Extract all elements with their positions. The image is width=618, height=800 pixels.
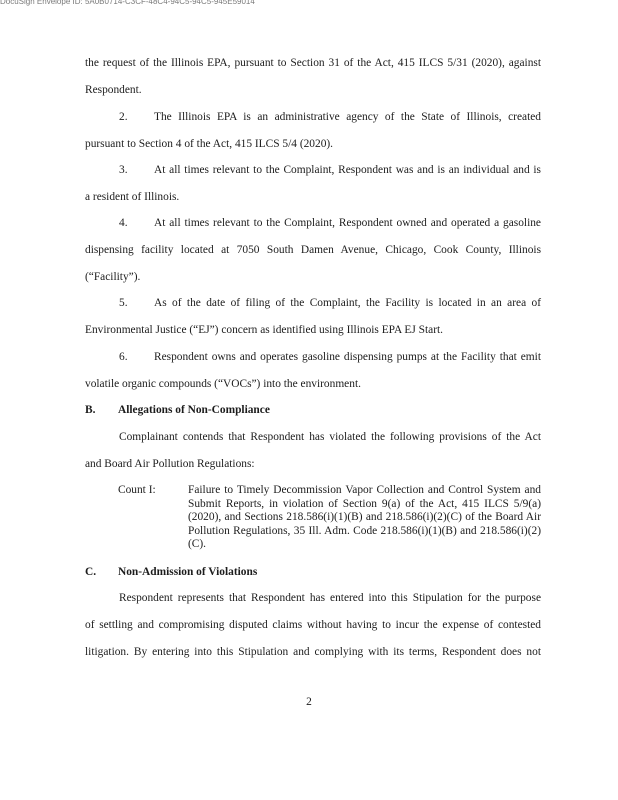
paragraph-number: 5. xyxy=(119,297,128,309)
paragraph-5-line-2: Environmental Justice (“EJ”) concern as identified using Illinois EPA EJ Start. xyxy=(85,324,443,336)
count-description: Failure to Timely Decommission Vapor Collection and Control System and Submit Reports, in violation of Section 9(a) of the Act, 415 ILCS 5/9(a) (2020), and Sections 218.586(i)(1)(B) and 218.586(i)(2)(C) of the Board Air Pollution Regulations, 35 Ill. Adm. Code 218.586(i)(1)(B) and 218.586(i)(2)(C). xyxy=(188,484,541,550)
paragraph-number: 6. xyxy=(119,351,128,363)
paragraph-2-line-2: pursuant to Section 4 of the Act, 415 ILCS 5/4 (2020). xyxy=(85,138,334,150)
paragraph-5-line-1 xyxy=(119,297,541,310)
section-letter: B. xyxy=(85,404,96,416)
section-c-line-3: litigation. By entering into this Stipulation and complying with its terms, Respondent does not xyxy=(85,646,541,658)
paragraph-number: 4. xyxy=(119,217,128,229)
paragraph-2-line-1 xyxy=(119,111,541,124)
section-letter: C. xyxy=(85,566,97,578)
paragraph-text: At all times relevant to the Complaint, Respondent owned and operated a gasoline xyxy=(154,217,541,229)
paragraph-4-line-2: dispensing facility located at 7050 South Damen Avenue, Chicago, Cook County, Illinois xyxy=(85,244,541,256)
paragraph-6-line-1 xyxy=(119,351,541,364)
envelope-id: DocuSign Envelope ID: 5A0B0714-C3CF-48C4-94C5-94C5-945E59014 xyxy=(0,0,255,6)
section-b-heading xyxy=(85,404,541,417)
paragraph-3-line-1 xyxy=(119,164,541,177)
count-label: Count I: xyxy=(118,484,156,496)
paragraph-text: As of the date of filing of the Complaint, the Facility is located in an area of xyxy=(154,297,541,309)
paragraph-number: 2. xyxy=(119,111,128,123)
section-c-heading xyxy=(85,566,541,579)
paragraph-text: At all times relevant to the Complaint, Respondent was and is an individual and is xyxy=(154,164,541,176)
section-c-line-1: Respondent represents that Respondent has entered into this Stipulation for the purpose xyxy=(119,592,541,604)
paragraph-4-line-1 xyxy=(119,217,541,230)
section-title: Non-Admission of Violations xyxy=(118,566,258,578)
section-c-line-2: of settling and compromising disputed claims without having to incur the expense of contested xyxy=(85,619,541,631)
paragraph-3-line-2: a resident of Illinois. xyxy=(85,191,180,203)
paragraph-text: Respondent owns and operates gasoline dispensing pumps at the Facility that emit xyxy=(154,351,541,363)
page-number: 2 xyxy=(306,696,312,708)
paragraph-text: The Illinois EPA is an administrative agency of the State of Illinois, created xyxy=(154,111,541,123)
paragraph-number: 3. xyxy=(119,164,128,176)
intro-line-1: the request of the Illinois EPA, pursuant to Section 31 of the Act, 415 ILCS 5/31 (2020), against xyxy=(85,57,541,69)
intro-line-2: Respondent. xyxy=(85,84,142,96)
section-b-line-1: Complainant contends that Respondent has violated the following provisions of the Act xyxy=(119,431,541,443)
paragraph-4-line-3: (“Facility”). xyxy=(85,271,141,283)
section-b-line-2: and Board Air Pollution Regulations: xyxy=(85,458,255,470)
section-title: Allegations of Non-Compliance xyxy=(118,404,270,416)
paragraph-6-line-2: volatile organic compounds (“VOCs”) into the environment. xyxy=(85,378,361,390)
